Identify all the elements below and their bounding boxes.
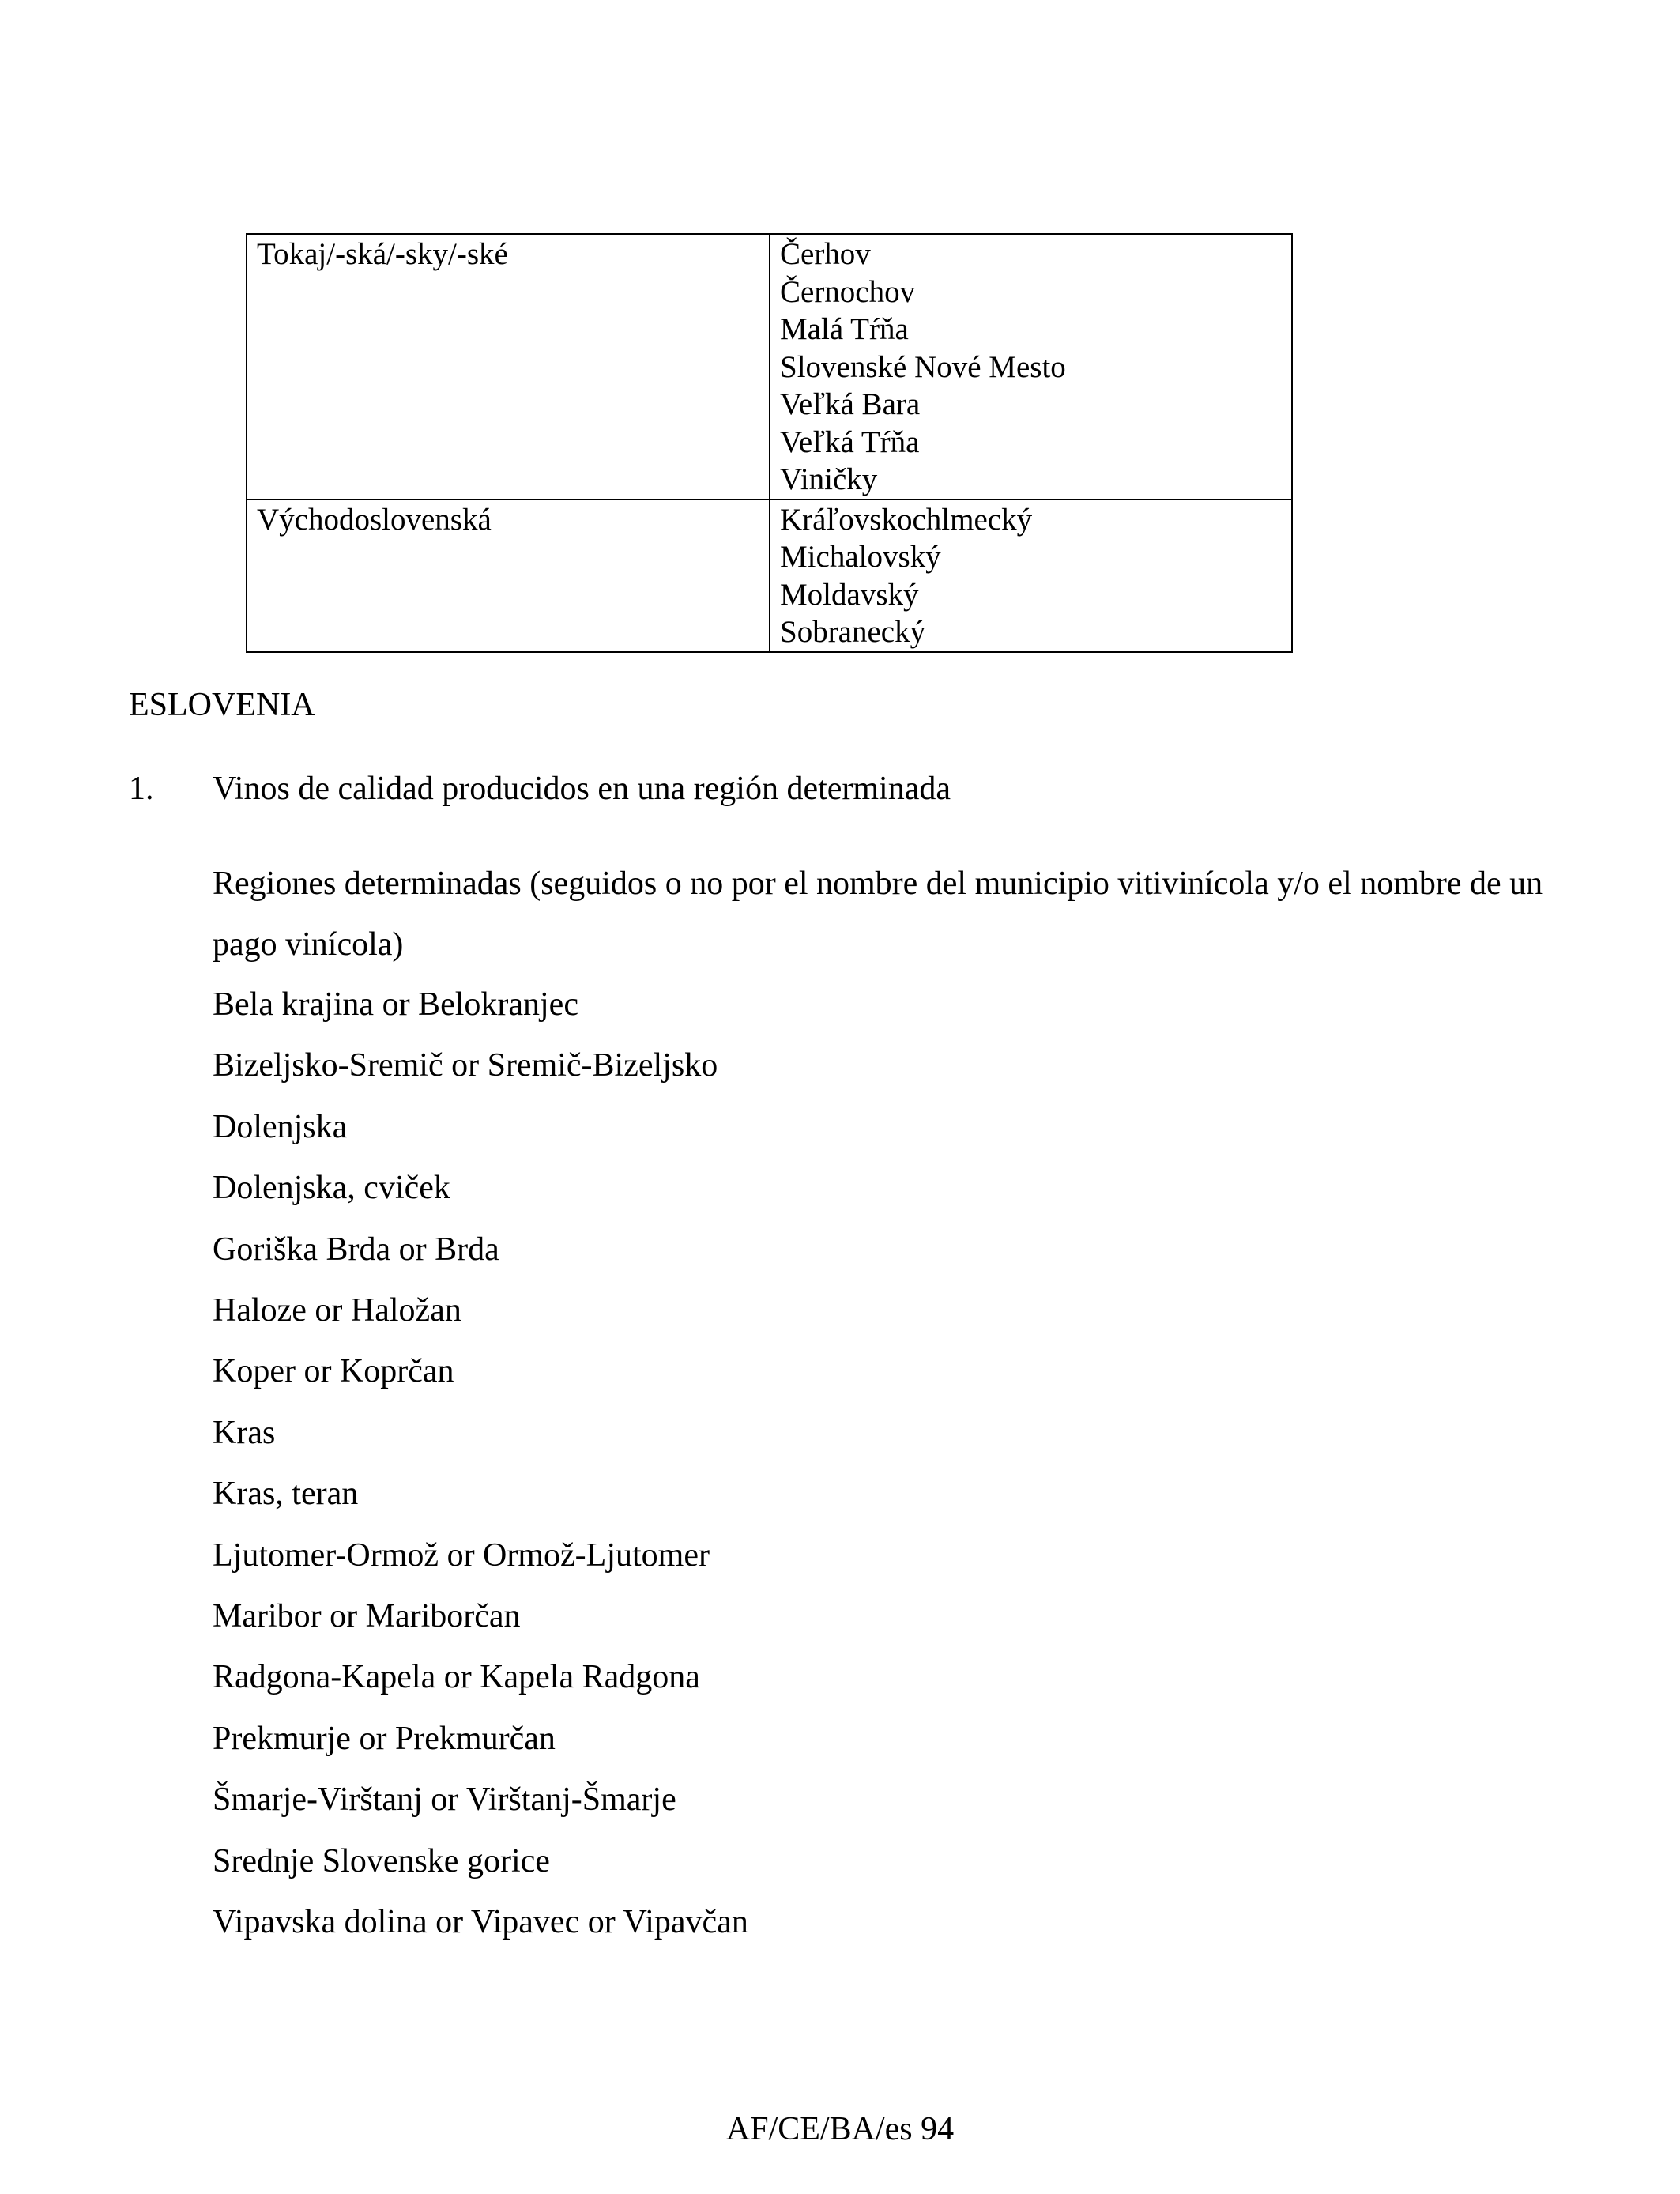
section-title: Vinos de calidad producidos en una región determinada <box>213 771 951 807</box>
area-name: Veľká Tŕňa <box>780 424 920 459</box>
section-number: 1. <box>129 771 154 807</box>
country-heading: ESLOVENIA <box>129 687 315 723</box>
area-name: Viničky <box>780 462 878 496</box>
list-item: Maribor or Mariborčan <box>213 1598 521 1635</box>
area-name: Černochov <box>780 274 916 309</box>
areas-cell <box>770 499 1292 652</box>
section-intro: Regiones determinadas (seguidos o no por el nombre del municipio vitivinícola y/o el nombre de un pago vinícola) <box>213 865 1543 963</box>
list-item: Dolenjska, cviček <box>213 1170 450 1207</box>
table-row <box>247 499 1292 652</box>
list-item: Kras, teran <box>213 1476 359 1513</box>
list-item: Prekmurje or Prekmurčan <box>213 1720 556 1757</box>
region-name: Východoslovenská <box>257 502 492 537</box>
region-name: Tokaj/-ská/-sky/-ské <box>257 237 508 271</box>
page-footer: AF/CE/BA/es 94 <box>725 2111 955 2147</box>
table-row <box>247 234 1292 499</box>
list-item: Kras <box>213 1414 276 1451</box>
region-list <box>213 974 748 1954</box>
region-cell <box>247 234 770 499</box>
list-item: Šmarje-Virštanj or Virštanj-Šmarje <box>213 1781 676 1819</box>
wine-regions-table <box>246 233 1293 653</box>
list-item: Radgona-Kapela or Kapela Radgona <box>213 1659 700 1696</box>
area-name: Sobranecký <box>780 615 926 649</box>
list-item: Haloze or Haložan <box>213 1292 461 1329</box>
area-name: Moldavský <box>780 577 919 612</box>
area-name: Veľká Bara <box>780 387 921 421</box>
list-item: Koper or Koprčan <box>213 1353 454 1390</box>
list-item: Ljutomer-Ormož or Ormož-Ljutomer <box>213 1536 710 1574</box>
list-item: Goriška Brda or Brda <box>213 1231 499 1268</box>
list-item: Bela krajina or Belokranjec <box>213 986 578 1023</box>
areas-cell <box>770 234 1292 499</box>
list-item: Vipavska dolina or Vipavec or Vipavčan <box>213 1904 748 1941</box>
region-cell <box>247 499 770 652</box>
area-name: Michalovský <box>780 540 941 574</box>
area-name: Kráľovskochlmecký <box>780 502 1033 537</box>
list-item: Dolenjska <box>213 1108 348 1145</box>
area-name: Slovenské Nové Mesto <box>780 349 1066 384</box>
list-item: Srednje Slovenske gorice <box>213 1842 550 1879</box>
area-name: Malá Tŕňa <box>780 312 909 346</box>
area-name: Čerhov <box>780 237 871 271</box>
list-item: Bizeljsko-Sremič or Sremič-Bizeljsko <box>213 1047 718 1084</box>
